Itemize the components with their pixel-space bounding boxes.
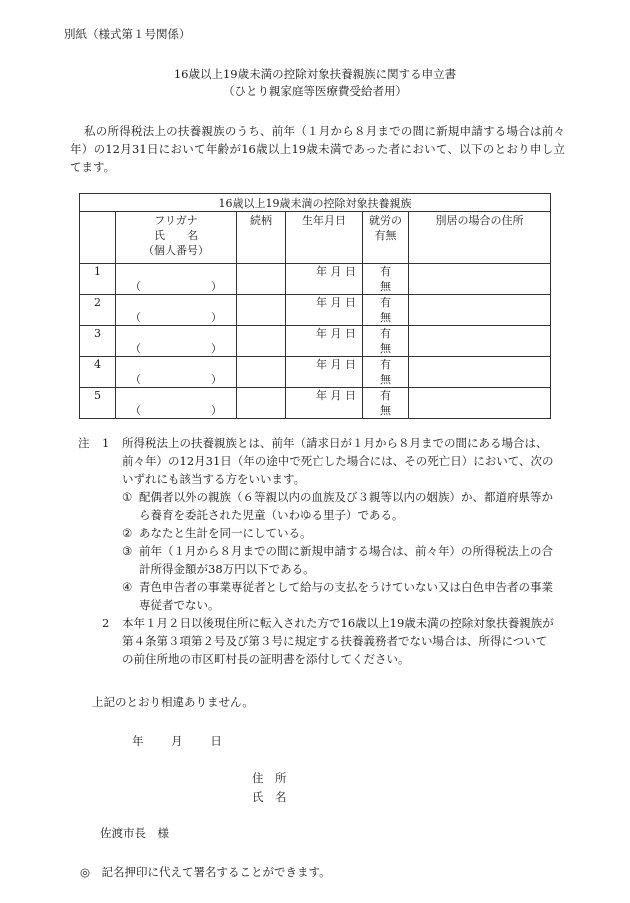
- name-label: 氏 名: [252, 790, 287, 804]
- document-subtitle: （ひとり親家庭等医療費受給者用）: [223, 84, 407, 98]
- row-number: 5: [80, 388, 116, 419]
- work-status-field[interactable]: 有 無: [363, 326, 409, 357]
- work-status-field[interactable]: 有 無: [363, 264, 409, 295]
- note-1: [78, 434, 558, 488]
- table-row: [80, 388, 551, 419]
- address-field[interactable]: [409, 326, 551, 357]
- day-label: 日: [210, 734, 222, 748]
- year-label: 年: [132, 734, 144, 748]
- table-row: [80, 357, 551, 388]
- note-sub-item: ③ 前年（１月から８月までの間に新規申請する場合は、前々年）の所得税法上の合計所得金額が38万円以下である。: [122, 544, 553, 576]
- header-dob: 生年月日: [286, 212, 363, 264]
- table-caption: 16歳以上19歳未満の控除対象扶養親族: [80, 194, 551, 212]
- notes-label: 注: [78, 436, 90, 450]
- address-field[interactable]: [409, 295, 551, 326]
- row-number: 1: [80, 264, 116, 295]
- relation-field[interactable]: [237, 326, 286, 357]
- header-work: 就労の 有無: [363, 212, 409, 264]
- table-row: [80, 295, 551, 326]
- name-field[interactable]: （ ）: [116, 326, 237, 357]
- note-text: 所得税法上の扶養親族とは、前年（請求日が１月から８月までの間にある場合は、前々年）の12月31日（年の途中で死亡した場合には、その死亡日）において、次のいずれにも該当する方をいいます。: [122, 436, 554, 486]
- name-field[interactable]: （ ）: [116, 388, 237, 419]
- addressee: 佐渡市長 様: [100, 826, 169, 840]
- address-field[interactable]: [409, 264, 551, 295]
- month-label: 月: [171, 734, 183, 748]
- dob-field[interactable]: 年 月 日: [286, 264, 363, 295]
- address-field[interactable]: [409, 388, 551, 419]
- note-sub-item: ④ 青色申告者の事業専従者として給与の支払をうけていない又は白色申告者の事業専従者でない。: [122, 580, 553, 612]
- row-number: 3: [80, 326, 116, 357]
- dob-field[interactable]: 年 月 日: [286, 357, 363, 388]
- table-header-row: [80, 212, 551, 264]
- footnote: ◎ 記名押印に代えて署名することができます。: [80, 865, 331, 879]
- date-line[interactable]: [132, 733, 246, 749]
- relation-field[interactable]: [237, 388, 286, 419]
- document-title: 16歳以上19歳未満の控除対象扶養親族に関する申立書: [173, 67, 457, 81]
- table-row: [80, 264, 551, 295]
- header-number: [80, 212, 116, 264]
- header-name: フリガナ 氏 名 （個人番号）: [116, 212, 237, 264]
- address-label: 住 所: [252, 771, 287, 785]
- work-status-field[interactable]: 有 無: [363, 295, 409, 326]
- header-relation: 続柄: [237, 212, 286, 264]
- name-field[interactable]: （ ）: [116, 264, 237, 295]
- dependents-table: [79, 193, 551, 419]
- row-number: 4: [80, 357, 116, 388]
- relation-field[interactable]: [237, 264, 286, 295]
- relation-field[interactable]: [237, 357, 286, 388]
- name-field[interactable]: （ ）: [116, 295, 237, 326]
- work-status-field[interactable]: 有 無: [363, 357, 409, 388]
- dob-field[interactable]: 年 月 日: [286, 388, 363, 419]
- notes-section: [78, 434, 558, 668]
- work-status-field[interactable]: 有 無: [363, 388, 409, 419]
- row-number: 2: [80, 295, 116, 326]
- note-2: [78, 614, 558, 668]
- note-sub-item: ② あなたと生計を同一にしている。: [122, 526, 312, 540]
- note-number: 1: [102, 436, 110, 450]
- table-row: [80, 326, 551, 357]
- note-sub-item: ① 配偶者以外の親族（６等親以内の血族及び３親等以内の姻族）か、都道府県等から養育を委託された児童（いわゆる里子）である。: [122, 490, 553, 522]
- address-field[interactable]: [409, 357, 551, 388]
- form-label: 別紙（様式第１号関係）: [64, 27, 191, 41]
- note-text: 本年１月２日以後現住所に転入された方で16歳以上19歳未満の控除対象扶養親族が第４条第３項第２号及び第３号に規定する扶養義務者でない場合は、所得についての前住所地の市区町村長の証明書を添付してください。: [122, 616, 554, 666]
- intro-paragraph: 私の所得税法上の扶養親族のうち、前年（１月から８月までの間に新規申請する場合は前々年）の12月31日において年齢が16歳以上19歳未満であった者において、以下のとおり申し立てます。: [70, 124, 565, 174]
- header-address: 別居の場合の住所: [409, 212, 551, 264]
- confirmation-statement: 上記のとおり相違ありません。: [92, 695, 254, 709]
- dob-field[interactable]: 年 月 日: [286, 295, 363, 326]
- name-field[interactable]: （ ）: [116, 357, 237, 388]
- dob-field[interactable]: 年 月 日: [286, 326, 363, 357]
- note-number: 2: [102, 616, 110, 630]
- relation-field[interactable]: [237, 295, 286, 326]
